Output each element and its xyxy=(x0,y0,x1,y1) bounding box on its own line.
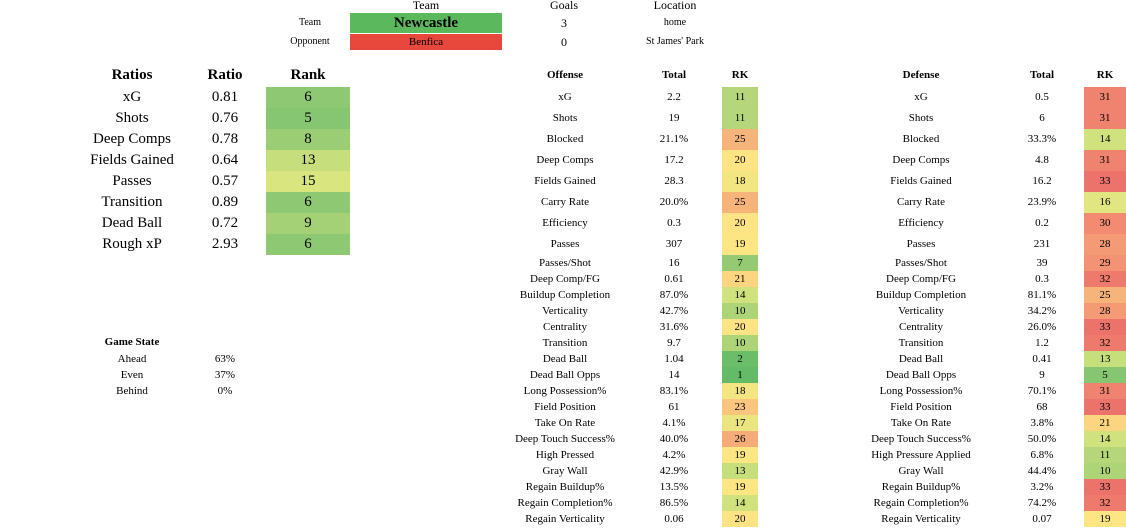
ratio-value: 2.93 xyxy=(211,236,239,252)
offense-stat-name: Verticality xyxy=(542,305,588,317)
defense-stat-name: Transition xyxy=(898,337,944,349)
offense-stat-name: Passes/Shot xyxy=(539,257,591,269)
ratio-value: 0.64 xyxy=(211,152,239,168)
defense-rank-cell: 30 xyxy=(1084,213,1126,234)
offense-stat-name: Regain Buildup% xyxy=(525,481,605,493)
offense-stat-name: Buildup Completion xyxy=(519,289,611,301)
goals-column-header: Goals xyxy=(550,0,578,12)
offense-rank-cell: 19 xyxy=(722,447,758,463)
defense-rank-cell: 5 xyxy=(1084,367,1126,383)
team-goals: 3 xyxy=(561,16,567,30)
defense-stat-total: 0.41 xyxy=(1032,353,1052,365)
defense-rank-cell: 33 xyxy=(1084,479,1126,495)
offense-rank-cell: 13 xyxy=(722,463,758,479)
ratio-name: Transition xyxy=(101,194,163,210)
offense-stat-name: Long Possession% xyxy=(523,385,607,397)
defense-stat-name: Verticality xyxy=(898,305,944,317)
ratio-name: Deep Comps xyxy=(93,131,171,147)
offense-rank-cell: 18 xyxy=(722,383,758,399)
offense-rank-cell: 11 xyxy=(722,108,758,129)
defense-stat-total: 26.0% xyxy=(1027,321,1057,333)
defense-stat-name: Passes/Shot xyxy=(895,257,947,269)
offense-rank-cell: 17 xyxy=(722,415,758,431)
defense-rank-cell: 11 xyxy=(1084,447,1126,463)
offense-stat-total: 16 xyxy=(668,257,680,269)
ratio-rank-cell: 6 xyxy=(266,192,350,213)
offense-rank-cell: 2 xyxy=(722,351,758,367)
ratio-name: Shots xyxy=(115,110,149,126)
offense-stat-total: 13.5% xyxy=(659,481,689,493)
offense-stat-total: 17.2 xyxy=(664,154,684,166)
offense-stat-name: xG xyxy=(558,91,572,103)
defense-stat-total: 39 xyxy=(1036,257,1048,269)
offense-stat-name: Blocked xyxy=(546,133,584,145)
offense-rank-cell: 23 xyxy=(722,399,758,415)
team-name-cell: Newcastle xyxy=(350,13,502,33)
defense-stat-name: Gray Wall xyxy=(898,465,944,477)
ratio-rank-cell: 8 xyxy=(266,129,350,150)
defense-stat-name: Deep Touch Success% xyxy=(871,433,971,445)
defense-rank-cell: 31 xyxy=(1084,150,1126,171)
offense-stat-total: 87.0% xyxy=(659,289,689,301)
defense-stat-total: 16.2 xyxy=(1032,175,1052,187)
defense-rank-cell: 33 xyxy=(1084,399,1126,415)
ratio-name: Dead Ball xyxy=(101,215,163,231)
defense-stat-name: Deep Comp/FG xyxy=(886,273,956,285)
team-location: home xyxy=(663,17,687,28)
ratio-value: 0.57 xyxy=(211,173,239,189)
offense-stat-total: 1.04 xyxy=(664,353,684,365)
offense-total-header: Total xyxy=(661,69,687,81)
offense-stat-total: 20.0% xyxy=(659,196,689,208)
offense-stat-total: 4.2% xyxy=(662,449,686,461)
offense-stat-total: 9.7 xyxy=(667,337,681,349)
offense-stat-name: Dead Ball Opps xyxy=(529,369,601,381)
defense-rank-cell: 32 xyxy=(1084,495,1126,511)
offense-stat-name: Centrality xyxy=(543,321,587,333)
defense-rank-cell: 32 xyxy=(1084,271,1126,287)
offense-header: Offense xyxy=(546,69,584,81)
offense-stat-name: Deep Comps xyxy=(536,154,594,166)
defense-stat-total: 33.3% xyxy=(1027,133,1057,145)
defense-rank-cell: 13 xyxy=(1084,351,1126,367)
defense-stat-name: Shots xyxy=(908,112,934,124)
defense-rank-cell: 31 xyxy=(1084,87,1126,108)
offense-stat-total: 2.2 xyxy=(667,91,681,103)
offense-rank-cell: 7 xyxy=(722,255,758,271)
offense-stat-total: 307 xyxy=(665,238,683,250)
ratio-value: 0.78 xyxy=(211,131,239,147)
offense-stat-name: Fields Gained xyxy=(534,175,596,187)
defense-stat-name: Blocked xyxy=(902,133,940,145)
defense-stat-total: 23.9% xyxy=(1027,196,1057,208)
defense-stat-name: Efficiency xyxy=(898,217,944,229)
team-column-header: Team xyxy=(412,0,440,12)
ratio-header: Ratio xyxy=(207,67,243,83)
offense-rk-header: RK xyxy=(731,69,749,81)
defense-stat-total: 9 xyxy=(1039,369,1045,381)
defense-stat-name: Long Possession% xyxy=(879,385,963,397)
defense-rank-cell: 28 xyxy=(1084,303,1126,319)
defense-stat-total: 50.0% xyxy=(1027,433,1057,445)
defense-stat-name: Dead Ball xyxy=(898,353,944,365)
game-state-label: Behind xyxy=(116,385,148,397)
opponent-row-label: Opponent xyxy=(290,36,330,47)
offense-stat-name: Take On Rate xyxy=(534,417,596,429)
offense-stat-total: 28.3 xyxy=(664,175,684,187)
defense-stat-name: High Pressure Applied xyxy=(871,449,971,461)
defense-stat-name: Deep Comps xyxy=(892,154,950,166)
ratio-rank-cell: 6 xyxy=(266,87,350,108)
defense-stat-total: 231 xyxy=(1033,238,1051,250)
game-state-label: Even xyxy=(120,369,144,381)
defense-stat-total: 44.4% xyxy=(1027,465,1057,477)
offense-stat-total: 61 xyxy=(668,401,680,413)
offense-rank-cell: 20 xyxy=(722,511,758,527)
defense-stat-name: Passes xyxy=(906,238,936,250)
stadium-location: St James' Park xyxy=(646,36,704,47)
defense-stat-total: 0.3 xyxy=(1035,273,1049,285)
defense-stat-name: Take On Rate xyxy=(890,417,952,429)
offense-stat-total: 83.1% xyxy=(659,385,689,397)
game-state-value: 37% xyxy=(214,369,236,381)
defense-rank-cell: 21 xyxy=(1084,415,1126,431)
offense-rank-cell: 25 xyxy=(722,192,758,213)
offense-rank-cell: 10 xyxy=(722,303,758,319)
opponent-goals: 0 xyxy=(561,35,567,49)
defense-stat-total: 74.2% xyxy=(1027,497,1057,509)
defense-rank-cell: 29 xyxy=(1084,255,1126,271)
ratio-name: xG xyxy=(122,89,142,105)
defense-rank-cell: 33 xyxy=(1084,319,1126,335)
defense-rank-cell: 16 xyxy=(1084,192,1126,213)
defense-stat-name: Regain Buildup% xyxy=(881,481,961,493)
offense-stat-total: 14 xyxy=(668,369,680,381)
ratio-name: Fields Gained xyxy=(90,152,174,168)
defense-rank-cell: 31 xyxy=(1084,108,1126,129)
offense-stat-total: 42.9% xyxy=(659,465,689,477)
ratio-value: 0.81 xyxy=(211,89,239,105)
offense-rank-cell: 21 xyxy=(722,271,758,287)
defense-rank-cell: 19 xyxy=(1084,511,1126,527)
ratio-value: 0.76 xyxy=(211,110,239,126)
defense-stat-total: 0.07 xyxy=(1032,513,1052,525)
defense-stat-total: 0.5 xyxy=(1035,91,1049,103)
offense-rank-cell: 20 xyxy=(722,150,758,171)
offense-stat-total: 40.0% xyxy=(659,433,689,445)
ratio-name: Rough xP xyxy=(102,236,162,252)
offense-stat-total: 4.1% xyxy=(662,417,686,429)
offense-stat-name: High Pressed xyxy=(535,449,595,461)
offense-stat-total: 0.3 xyxy=(667,217,681,229)
offense-stat-total: 31.6% xyxy=(659,321,689,333)
offense-rank-cell: 14 xyxy=(722,495,758,511)
game-state-title: Game State xyxy=(104,336,160,348)
offense-stat-total: 42.7% xyxy=(659,305,689,317)
defense-stat-name: xG xyxy=(914,91,928,103)
defense-stat-total: 3.2% xyxy=(1030,481,1054,493)
offense-stat-name: Passes xyxy=(550,238,580,250)
defense-stat-name: Carry Rate xyxy=(897,196,945,208)
defense-header: Defense xyxy=(902,69,940,81)
offense-stat-name: Shots xyxy=(552,112,578,124)
offense-stat-name: Efficiency xyxy=(542,217,588,229)
offense-stat-total: 0.06 xyxy=(664,513,684,525)
ratio-rank-cell: 13 xyxy=(266,150,350,171)
defense-rank-cell: 14 xyxy=(1084,431,1126,447)
ratio-value: 0.89 xyxy=(211,194,239,210)
defense-stat-total: 34.2% xyxy=(1027,305,1057,317)
offense-stat-total: 21.1% xyxy=(659,133,689,145)
defense-rk-header: RK xyxy=(1096,69,1114,81)
offense-stat-name: Deep Comp/FG xyxy=(530,273,600,285)
opponent-name-cell: Benfica xyxy=(350,34,502,50)
location-column-header: Location xyxy=(653,0,697,12)
ratio-rank-cell: 15 xyxy=(266,171,350,192)
offense-rank-cell: 19 xyxy=(722,479,758,495)
defense-rank-cell: 14 xyxy=(1084,129,1126,150)
offense-stat-name: Carry Rate xyxy=(541,196,589,208)
defense-rank-cell: 28 xyxy=(1084,234,1126,255)
offense-rank-cell: 25 xyxy=(722,129,758,150)
offense-stat-name: Deep Touch Success% xyxy=(515,433,615,445)
defense-stat-total: 3.8% xyxy=(1030,417,1054,429)
offense-rank-cell: 19 xyxy=(722,234,758,255)
offense-rank-cell: 14 xyxy=(722,287,758,303)
offense-rank-cell: 10 xyxy=(722,335,758,351)
defense-stat-total: 1.2 xyxy=(1035,337,1049,349)
offense-stat-name: Gray Wall xyxy=(542,465,588,477)
defense-stat-name: Regain Completion% xyxy=(873,497,969,509)
game-state-value: 63% xyxy=(214,353,236,365)
defense-stat-name: Fields Gained xyxy=(890,175,952,187)
defense-rank-cell: 31 xyxy=(1084,383,1126,399)
game-state-label: Ahead xyxy=(117,353,147,365)
defense-rank-cell: 32 xyxy=(1084,335,1126,351)
defense-stat-name: Buildup Completion xyxy=(875,289,967,301)
offense-rank-cell: 11 xyxy=(722,87,758,108)
defense-rank-cell: 10 xyxy=(1084,463,1126,479)
defense-stat-total: 6 xyxy=(1039,112,1045,124)
defense-rank-cell: 33 xyxy=(1084,171,1126,192)
offense-rank-cell: 20 xyxy=(722,213,758,234)
offense-stat-name: Regain Verticality xyxy=(525,513,605,525)
offense-stat-name: Dead Ball xyxy=(542,353,588,365)
defense-stat-total: 0.2 xyxy=(1035,217,1049,229)
offense-stat-total: 0.61 xyxy=(664,273,684,285)
rank-header: Rank xyxy=(290,67,326,83)
ratio-rank-cell: 9 xyxy=(266,213,350,234)
defense-stat-total: 68 xyxy=(1036,401,1048,413)
defense-stat-total: 70.1% xyxy=(1027,385,1057,397)
offense-stat-name: Field Position xyxy=(534,401,596,413)
defense-total-header: Total xyxy=(1029,69,1055,81)
ratio-name: Passes xyxy=(112,173,152,189)
offense-rank-cell: 26 xyxy=(722,431,758,447)
defense-stat-name: Centrality xyxy=(899,321,943,333)
defense-stat-total: 6.8% xyxy=(1030,449,1054,461)
offense-stat-total: 86.5% xyxy=(659,497,689,509)
ratios-header: Ratios xyxy=(111,67,153,83)
ratio-rank-cell: 5 xyxy=(266,108,350,129)
defense-stat-name: Dead Ball Opps xyxy=(885,369,957,381)
defense-stat-total: 81.1% xyxy=(1027,289,1057,301)
defense-rank-cell: 25 xyxy=(1084,287,1126,303)
defense-stat-total: 4.8 xyxy=(1035,154,1049,166)
team-row-label: Team xyxy=(298,17,322,28)
defense-stat-name: Regain Verticality xyxy=(881,513,961,525)
offense-rank-cell: 18 xyxy=(722,171,758,192)
offense-stat-name: Regain Completion% xyxy=(517,497,613,509)
ratio-value: 0.72 xyxy=(211,215,239,231)
defense-stat-name: Field Position xyxy=(890,401,952,413)
offense-stat-total: 19 xyxy=(668,112,680,124)
offense-stat-name: Transition xyxy=(542,337,588,349)
offense-rank-cell: 20 xyxy=(722,319,758,335)
offense-rank-cell: 1 xyxy=(722,367,758,383)
ratio-rank-cell: 6 xyxy=(266,234,350,255)
game-state-value: 0% xyxy=(217,385,233,397)
